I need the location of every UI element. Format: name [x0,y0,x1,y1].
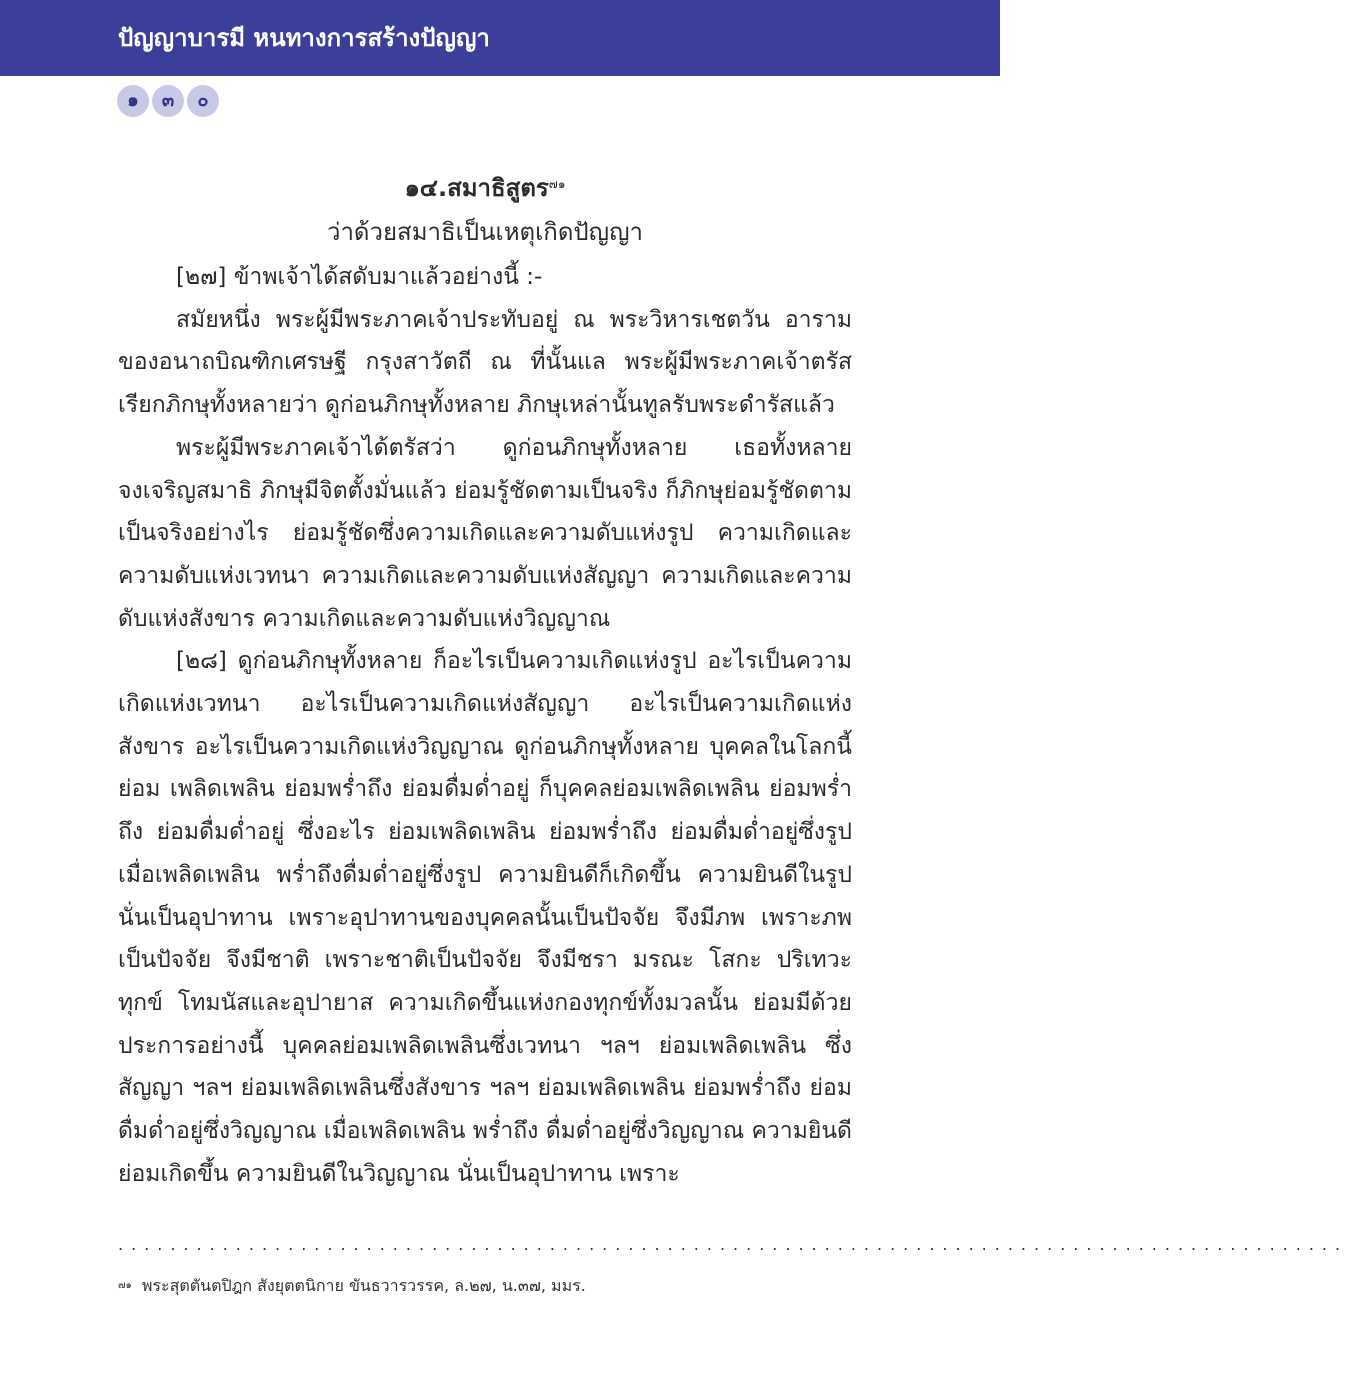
page-number-digit: ๐ [187,85,219,117]
page-number [117,85,219,123]
paragraph: พระผู้มีพระภาคเจ้าได้ตรัสว่า ดูก่อนภิกษุทั้งหลาย เธอทั้งหลาย จงเจริญสมาธิ ภิกษุมีจิตตั้งมั่นแล้ว ย่อมรู้ชัดตามเป็นจริง ก็ภิกษุย่อมรู้ชัดตาม เป็นจริงอย่างไร ย่อมรู้ชัดซึ่งความเกิดและความดับแห่งรูป ความเกิดและ ความดับแห่งเวทนา ความเกิดและความดับแห่งสัญญา ความเกิดและความ ดับแห่งสังขาร ความเกิดและความดับแห่งวิญญาณ [118,434,852,632]
page-number-digit: ๓ [152,85,184,117]
footnote-marker: ๗๑ [118,1280,132,1291]
paragraph: [๒๘] ดูก่อนภิกษุทั้งหลาย ก็อะไรเป็นความเกิดแห่งรูป อะไรเป็นความ เกิดแห่งเวทนา อะไรเป็นความเกิดแห่งสัญญา อะไรเป็นความเกิดแห่งสังขาร อะไรเป็นความเกิดแห่งวิญญาณ ดูก่อนภิกษุทั้งหลาย บุคคลในโลกนี้ย่อม เพลิดเพลิน ย่อมพร่ำถึง ย่อมดื่มด่ำอยู่ ก็บุคคลย่อมเพลิดเพลิน ย่อมพร่ำถึง ย่อมดื่มด่ำอยู่ ซึ่งอะไร ย่อมเพลิดเพลิน ย่อมพร่ำถึง ย่อมดื่มด่ำอยู่ซึ่งรูป เมื่อเพลิดเพลิน พร่ำถึงดื่มด่ำอยู่ซึ่งรูป ความยินดีก็เกิดขึ้น ความยินดีในรูป นั่นเป็นอุปาทาน เพราะอุปาทานของบุคคลนั้นเป็นปัจจัย จึงมีภพ เพราะภพ เป็นปัจจัย จึงมีชาติ เพราะชาติเป็นปัจจัย จึงมีชรา มรณะ โสกะ ปริเทวะ ทุกข์ โทมนัสและอุปายาส ความเกิดขึ้นแห่งกองทุกข์ทั้งมวลนั้น ย่อมมีด้วย ประการอย่างนี้ บุคคลย่อมเพลิดเพลินซึ่งเวทนา ฯลฯ ย่อมเพลิดเพลิน ซึ่งสัญญา ฯลฯ ย่อมเพลิดเพลินซึ่งสังขาร ฯลฯ ย่อมเพลิดเพลิน ย่อมพร่ำถึง ย่อมดื่มด่ำอยู่ซึ่งวิญญาณ เมื่อเพลิดเพลิน พร่ำถึง ดื่มด่ำอยู่ซึ่งวิญญาณ ความยินดีย่อมเกิดขึ้น ความยินดีในวิญญาณ นั่นเป็นอุปาทาน เพราะ [118,648,852,1187]
footnote-ref: ๗๑ [548,177,566,191]
sutta-title [118,167,852,209]
footnote-separator: .............................................................................................. [118,1235,1348,1254]
body-text [118,256,852,1195]
page-number-digit: ๑ [117,85,149,117]
footnote [118,1274,852,1298]
sutta-subtitle: ว่าด้วยสมาธิเป็นเหตุเกิดปัญญา [326,218,644,246]
book-title: ปัญญาบารมี หนทางการสร้างปัญญา [118,24,490,52]
paragraph: สมัยหนึ่ง พระผู้มีพระภาคเจ้าประทับอยู่ ณ พระวิหารเชตวัน อาราม ของอนาถบิณฑิกเศรษฐี กรุงสาวัตถี ณ ที่นั้นแล พระผู้มีพระภาคเจ้าตรัส เรียกภิกษุทั้งหลายว่า ดูก่อนภิกษุทั้งหลาย ภิกษุเหล่านั้นทูลรับพระดำรัสแล้ว [118,306,852,419]
paragraph: [๒๗] ข้าพเจ้าได้สดับมาแล้วอย่างนี้ :- [176,264,543,290]
sutta-title-text: ๑๔.สมาธิสูตร [404,174,549,202]
header-bar [0,0,1000,76]
footnote-text: พระสุตตันตปิฎก สังยุตตนิกาย ขันธวารวรรค, ล.๒๗, น.๓๗, มมร. [141,1276,586,1295]
